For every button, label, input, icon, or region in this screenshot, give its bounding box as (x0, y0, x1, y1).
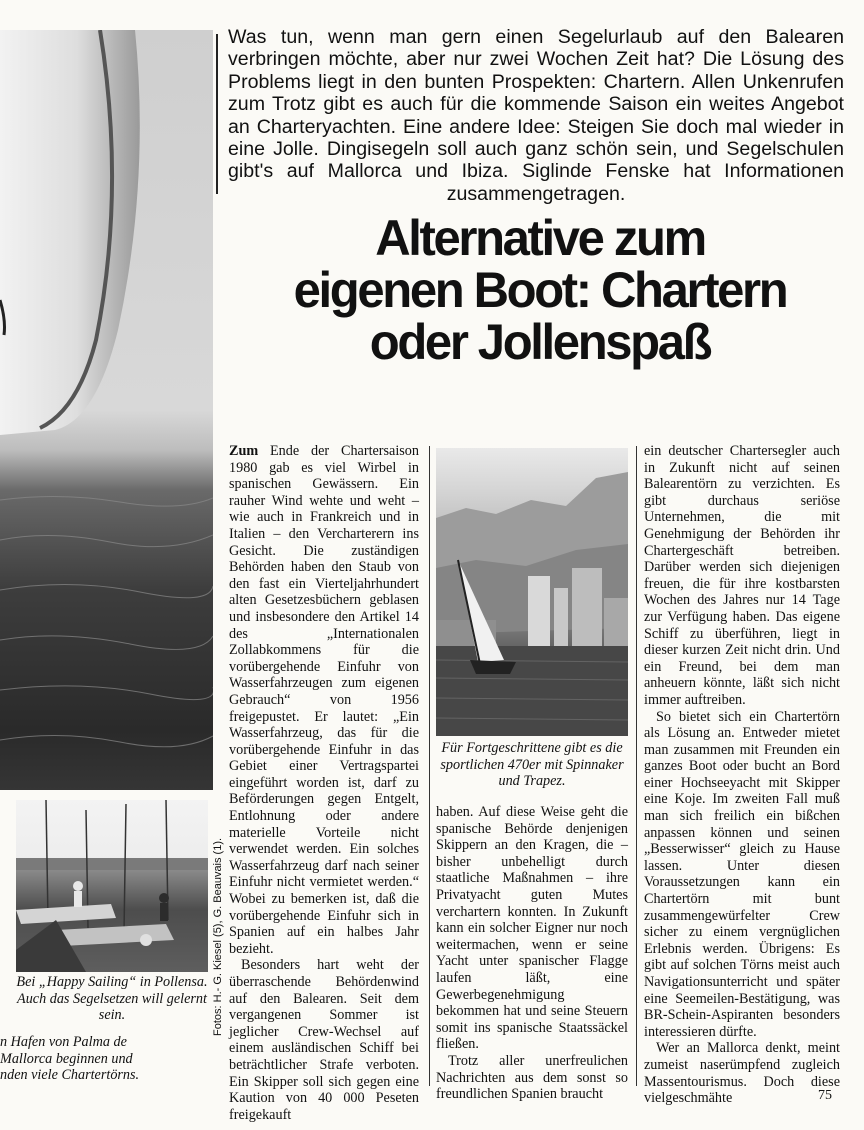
column-3-paragraph-2: So bietet sich ein Chartertörn als Lösung an. Entweder mietet man zusammen mit Freunden ein ganzes Boot oder bucht an Bord einer Hochseeyacht mit Skipper eine Koje. Im zweiten Fall muß man sich freilich ein bißchen anpassen können und seinen „Besserwisser“ gleich zu Hause lassen. Unter diesen Voraussetzungen kann ein Chartertörn mit bunt zusammengewürfelter Crew sicher zu einem vergnüglichen Erlebnis werden. Übrigens: Es gibt auf solchen Törns meist auch Navigationsunterricht und später eine Seemeilen-Bestätigung, was BR-Schein-Aspiranten besonders interessieren dürfte. (644, 708, 840, 1040)
column-1-paragraph-1 (229, 443, 419, 957)
headline-line-1: Alternative zum (375, 210, 705, 266)
column-3-paragraph-3: Wer an Mallorca denkt, meint zumeist naserümpfend zugleich Massentourismus. Doch diese vielgeschmähte (644, 1040, 840, 1107)
column-1 (229, 443, 419, 1123)
headline-line-2: eigenen Boot: Chartern (293, 262, 787, 318)
column-2 (436, 804, 628, 1103)
headline-line-3: oder Jollenspaß (369, 314, 711, 370)
column-2-paragraph-2: Trotz aller unerfreulichen Nachrichten aus dem sonst so freundlichen Spanien braucht (436, 1052, 628, 1103)
margin-caption (0, 1034, 180, 1084)
column-2-paragraph-1: haben. Auf diese Weise geht die spanische Behörde denjenigen Skippern an den Kragen, die – bisher unbehelligt durch staatliche Maßnahmen – ihre Privatyacht guten Mutes verchartern konnten. In Zukunft kann ein solcher Eigner nur noch weitermachen, wenn er seine Yacht unter spanischer Flagge laufen läßt, eine Gewerbegenehmigung bekommen hat und seine Steuern somit ins spanische Staatssäckel fließen. (436, 804, 628, 1053)
hero-photo (0, 30, 213, 790)
column-1-paragraph-1-text: Ende der Chartersaison 1980 gab es viel Wirbel in spanischen Gewässern. Ein rauher Wind wehte und weht – wie auch in Frankreich und in Italien – den Vercharterern ins Gesicht. Die zuständigen Behörden haben den Staub von den fast ein Vierteljahrhundert alten Gesetzesbüchern geblasen und insbesondere den Artikel 14 des „Internationalen Zollabkommens für die vorübergehende Einfuhr von Wasserfahrzeugen zum eigenen Gebrauch“ von 1956 freigepustet. Er lautet: „Ein Wasserfahrzeug, das für die vorübergehende Einfuhr in das Gebiet einer Vertragspartei eingeführt worden ist, darf zu Beförderungen gegen Entgelt, Entlohnung oder andere materielle Vorteile nicht verwendet werden. Ein solches Wasserfahrzeug darf nach seiner Einfuhr nicht vermietet werden.“ Wobei zu bemerken ist, daß die vorübergehende Einfuhr sich in Spanien auf ein halbes Jahr bezieht. (229, 443, 419, 957)
photo-rule (216, 34, 218, 194)
margin-caption-line-1: n Hafen von Palma de (0, 1034, 127, 1050)
photo-credit: Fotos: H.- G. Kiesel (5), G. Beauvais (1). (212, 837, 224, 1036)
column-rule-2 (636, 446, 637, 1086)
sailing-dinghy-photo (436, 448, 628, 736)
column-3 (644, 443, 840, 1107)
harbor-photo (16, 800, 208, 972)
column-3-paragraph-1: ein deutscher Chartersegler auch in Zukunft nicht auf seinen Balearentörn zu verzichten. Es gibt durchaus seriöse Unternehmen, die mit Genehmigung der Behörden ihr Chartergeschäft betreiben. Darüber werden sich diejenigen freuen, die für ihre kostbarsten Wochen des Jahres nur 14 Tage zur Verfügung haben. Das eigene Schiff zu überführen, liegt in dieser kurzen Zeit nicht drin. Und ein Freund, bei dem man anheuern könnte, läßt sich nicht immer auftreiben. (644, 443, 840, 708)
headline (228, 212, 851, 368)
intro-paragraph: Was tun, wenn man gern einen Segelurlaub auf den Balearen verbringen möchte, aber nur zwei Wochen Zeit hat? Die Lösung des Problems liegt in den bunten Prospekten: Chartern. Allen Unkenrufen zum Trotz gibt es auch für die kommende Saison ein weites Angebot an Charteryachten. Eine andere Idee: Steigen Sie doch mal wieder in eine Jolle. Dingisegeln soll auch ganz schön sein, und Segelschulen gibt's auf Mallorca und Ibiza. Siglinde Fenske hat Informationen zusammengetragen. (228, 26, 844, 205)
column-1-paragraph-2: Besonders hart weht der überraschende Behördenwind auf den Balearen. Seit dem vergangenen Sommer ist jeglicher Crew-Wechsel auf einem ausländischen Schiff bei beträchtlicher Strafe verboten. Ein Skipper soll sich gegen eine Kaution von 40 000 Peseten freigekauft (229, 957, 419, 1123)
column-rule-1 (429, 446, 430, 1086)
sailing-dinghy-caption: Für Fortgeschrittene gibt es die sportlichen 470er mit Spinnaker und Trapez. (440, 740, 624, 790)
margin-caption-line-2: Mallorca beginnen und (0, 1050, 133, 1067)
harbor-caption: Bei „Happy Sailing“ in Pollensa. Auch das Segelsetzen will gelernt sein. (16, 974, 208, 1024)
page-number: 75 (818, 1088, 832, 1103)
column-1-lead-in: Zum (229, 443, 259, 459)
margin-caption-line-3: nden viele Chartertörns. (0, 1067, 140, 1084)
